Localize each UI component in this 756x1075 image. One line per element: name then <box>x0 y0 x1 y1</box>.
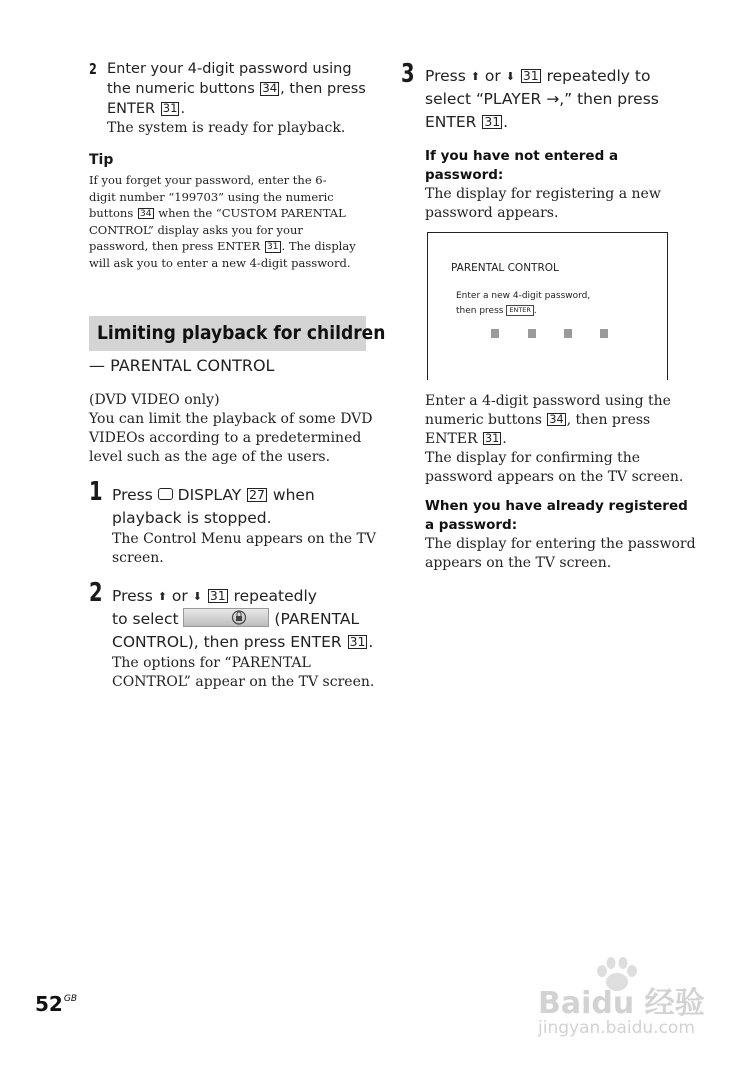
display-icon <box>158 488 173 500</box>
tv-screen-illustration <box>427 232 668 380</box>
result-line: The Control Menu appears on the TV <box>112 531 376 547</box>
intro-line: VIDEOs according to a predetermined <box>89 430 362 446</box>
step-result <box>112 654 374 692</box>
button-ref: 31 <box>162 101 178 115</box>
button-ref: 34 <box>262 81 278 95</box>
step-text-line: the numeric buttons <box>107 81 255 97</box>
tip-line: when the “CUSTOM PARENTAL <box>158 206 346 221</box>
page-number-value: 52 <box>35 992 63 1016</box>
step-text-line: Press <box>112 587 153 605</box>
watermark-url: jingyan.baidu.com <box>538 1018 695 1038</box>
step-text-line: repeatedly <box>233 587 317 605</box>
tv-message-line: then press <box>456 306 504 316</box>
step-text-line: DISPLAY <box>177 486 242 504</box>
intro-line: level such as the age of the users. <box>89 449 331 465</box>
step-text-line: to select <box>112 610 179 628</box>
intro-line: (DVD VIDEO only) <box>89 392 220 408</box>
step-text-line: Enter your 4-digit password using <box>107 61 352 77</box>
tip-line: will ask you to enter a new 4-digit password. <box>89 255 351 270</box>
button-ref: 31 <box>349 634 366 649</box>
tip-line: If you forget your password, enter the 6- <box>89 173 327 187</box>
up-arrow-icon: ⬆ <box>470 70 480 83</box>
button-ref: 31 <box>485 432 500 445</box>
step-text <box>107 59 366 119</box>
step-text-line: or <box>171 587 188 605</box>
step-text-line: when <box>272 486 315 504</box>
body-line: appears on the TV screen. <box>425 555 612 571</box>
down-arrow-icon: ⬇ <box>505 70 515 83</box>
body-line: password appears on the TV screen. <box>425 469 684 485</box>
button-ref: 27 <box>249 487 265 502</box>
password-digit-box <box>564 329 572 338</box>
after-tv-body <box>425 392 683 487</box>
button-ref: 34 <box>139 208 152 220</box>
button-ref: 31 <box>209 588 226 603</box>
body-line: password appears. <box>425 205 559 221</box>
step-text-line: Press <box>112 486 153 504</box>
tv-message <box>456 289 590 319</box>
body-line: . <box>502 431 507 447</box>
enter-key-icon: ENTER <box>506 305 534 316</box>
button-ref: 31 <box>484 114 501 129</box>
button-ref: 31 <box>522 68 539 83</box>
section-title: Limiting playback for children <box>97 322 386 344</box>
password-digit-box <box>528 329 536 338</box>
password-digit-box <box>600 329 608 338</box>
step-text-line: , then press <box>280 81 366 97</box>
step-text-line: CONTROL), then press ENTER <box>112 633 342 651</box>
result-line: screen. <box>112 550 164 566</box>
not-entered-body <box>425 185 661 223</box>
step-text-line: Press <box>425 67 466 85</box>
tip-title: Tip <box>89 152 114 168</box>
step-text-line: playback is stopped. <box>112 509 272 527</box>
body-line: numeric buttons <box>425 412 542 428</box>
tv-title: PARENTAL CONTROL <box>451 262 559 274</box>
body-line: The display for entering the password <box>425 536 696 552</box>
page-number <box>35 992 77 1016</box>
step-text-line: (PARENTAL <box>274 610 360 628</box>
step-text-line: ENTER <box>107 101 156 117</box>
section-subtitle: — PARENTAL CONTROL <box>89 356 275 375</box>
step-instruction <box>112 484 315 530</box>
result-line: CONTROL” appear on the TV screen. <box>112 674 375 690</box>
step-text-line: . <box>503 113 509 131</box>
up-arrow-icon: ⬆ <box>157 590 167 603</box>
step-instruction <box>425 65 659 134</box>
body-line: The display for registering a new <box>425 186 661 202</box>
button-ref: 31 <box>266 241 279 253</box>
down-arrow-icon: ⬇ <box>192 590 202 603</box>
tip-line: buttons <box>89 206 134 221</box>
step-text-line: ENTER <box>425 113 477 131</box>
step-text-line: select “PLAYER →,” then press <box>425 90 659 108</box>
tv-message-line: . <box>533 306 537 316</box>
step-number: 2 <box>89 578 103 608</box>
page-suffix: GB <box>63 994 77 1004</box>
step-number: 2 <box>89 60 97 78</box>
body-line: , then press <box>566 412 651 428</box>
tip-body <box>89 172 356 272</box>
button-ref: 34 <box>549 413 564 426</box>
step-text-line: . <box>180 101 186 117</box>
registered-heading <box>425 497 688 535</box>
heading-line: If you have not entered a <box>425 148 619 164</box>
step-number: 1 <box>89 477 103 507</box>
body-line: The display for confirming the <box>425 450 641 466</box>
section-intro <box>89 391 373 467</box>
password-digit-box <box>491 329 499 338</box>
result-line: The options for “PARENTAL <box>112 655 311 671</box>
body-line: ENTER <box>425 431 478 447</box>
tip-line: CONTROL” display asks you for your <box>89 222 303 237</box>
tv-message-line: Enter a new 4-digit password, <box>456 291 591 301</box>
body-line: Enter a 4-digit password using the <box>425 393 671 409</box>
step-text-line: repeatedly to <box>546 67 651 85</box>
watermark-brand: Baidu 经验 <box>538 986 705 1021</box>
step-text-line: . <box>368 633 374 651</box>
tip-line: digit number “199703” using the numeric <box>89 189 334 204</box>
not-entered-heading <box>425 147 618 185</box>
step-result: The system is ready for playback. <box>107 120 346 136</box>
section-header <box>89 316 386 351</box>
parental-control-lock-icon <box>183 608 269 627</box>
heading-line: password: <box>425 167 504 183</box>
tip-line: . The display <box>281 239 356 254</box>
step-instruction <box>112 585 373 654</box>
step-text-line: or <box>484 67 501 85</box>
tip-line: password, then press ENTER <box>89 239 261 254</box>
intro-line: You can limit the playback of some DVD <box>89 411 373 427</box>
heading-line: When you have already registered <box>425 498 688 514</box>
step-result <box>112 530 376 568</box>
step-number: 3 <box>401 59 415 89</box>
registered-body <box>425 535 696 573</box>
heading-line: a password: <box>425 517 518 533</box>
